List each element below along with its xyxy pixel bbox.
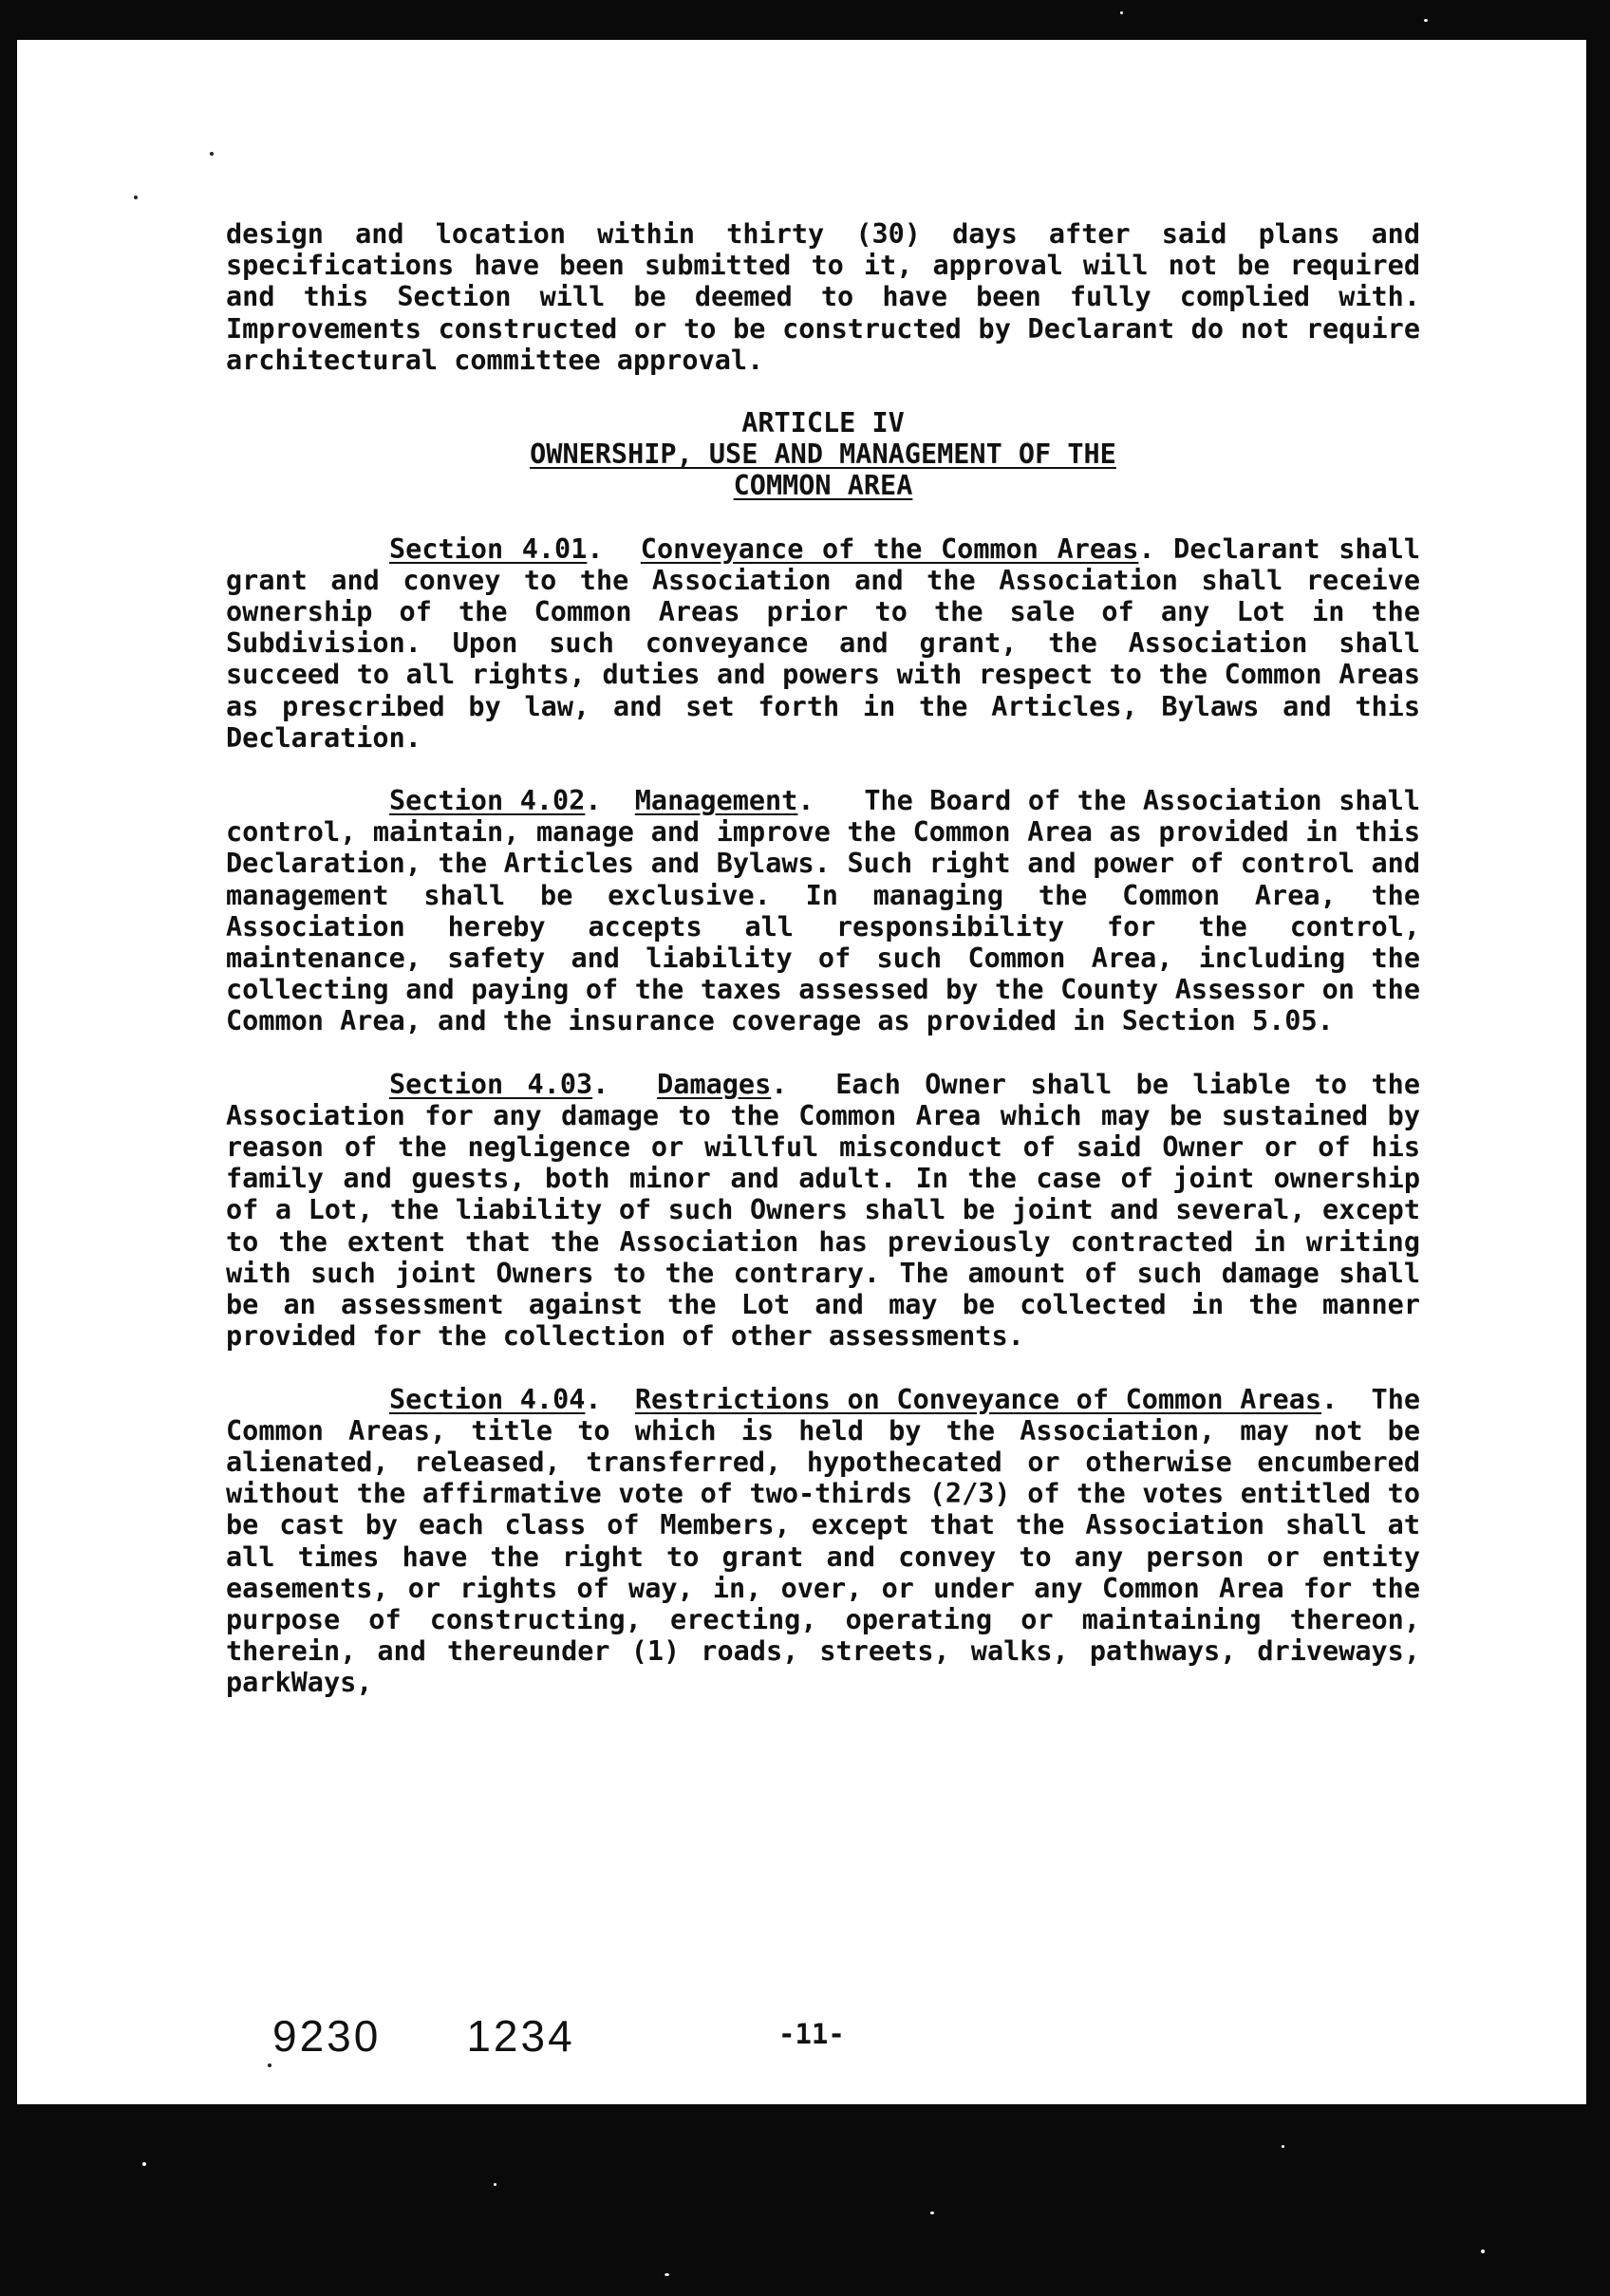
section-body: Declarant shall grant and convey to the Association and the Association shall receive ownership of the Common Areas prior to the sale of any Lot in the Subdivision. Upon such conveyance and grant, the Association shall succeed to all rights, duties and powers with respect to the Common Areas as prescribed by law, and set forth in the Articles, Bylaws and this Declaration. — [226, 532, 1420, 754]
section-title: Restrictions on Conveyance of Common Areas — [634, 1383, 1322, 1415]
section-title: Damages — [657, 1068, 772, 1100]
article-number: ARTICLE IV — [741, 407, 905, 439]
section-body: The Common Areas, title to which is held by the Association, may not be alienated, released, transferred, hypothecated or otherwise encumbered without the affirmative vote of two-thirds (2/3) of the votes entitled to be cast by each class of Members, except that the Association shall at all times have the right to grant and convey to any person or entity easements, or rights of way, in, over, or under any Common Area for the purpose of constructing, erecting, operating or maintaining thereon, therein, and thereunder (1) roads, streets, walks, pathways, driveways, parkWays, — [226, 1383, 1421, 1699]
intro-paragraph: design and location within thirty (30) days after said plans and specifications have been submitted to it, approval will not be required and this Section will be deemed to have been fully complied with. Improvements constructed or to be constructed by Declarant do not require architectural committee approval. — [226, 218, 1420, 376]
section-4-02: Section 4.02. Management. The Board of the Association shall control, maintain, manage and improve the Common Area as provided in this Declaration, the Articles and Bylaws. Such right and power of control and management shall be exclusive. In managing the Common Area, the Association hereby accepts all responsibility for the control, maintenance, safety and liability of such Common Area, including the collecting and paying of the taxes assessed by the County Assessor on the Common Area, and the insurance coverage as provided in Section 5.05. — [226, 785, 1420, 1037]
scan-speck — [268, 2063, 271, 2067]
document-number-b: 1234 — [466, 2011, 575, 2061]
section-number: Section 4.03 — [389, 1068, 593, 1100]
section-4-01: Section 4.01. Conveyance of the Common Areas. Declarant shall grant and convey to the Association and the Association shall receive ownership of the Common Areas prior to the sale of any Lot in the Subdivision. Upon such conveyance and grant, the Association shall succeed to all rights, duties and powers with respect to the Common Areas as prescribed by law, and set forth in the Articles, Bylaws and this Declaration. — [226, 532, 1420, 754]
article-title-line1: OWNERSHIP, USE AND MANAGEMENT OF THE — [530, 439, 1116, 471]
section-body: Each Owner shall be liable to the Association for any damage to the Common Area which may be sustained by reason of the negligence or willful misconduct of said Owner or of his family and guests, both minor and adult. In the case of joint ownership of a Lot, the liability of such Owners shall be joint and several, except to the extent that the Association has previously contracted in writing with such joint Owners to the contrary. The amount of such damage shall be an assessment against the Lot and may be collected in the manner provided for the collection of other assessments. — [226, 1068, 1420, 1353]
document-number — [272, 2010, 575, 2062]
scan-speck — [665, 2273, 669, 2276]
document-number-a: 9230 — [272, 2011, 382, 2061]
section-4-03: Section 4.03. Damages. Each Owner shall be liable to the Association for any damage to the Common Area which may be sustained by reason of the negligence or willful misconduct of said Owner or of his family and guests, both minor and adult. In the case of joint ownership of a Lot, the liability of such Owners shall be joint and several, except to the extent that the Association has previously contracted in writing with such joint Owners to the contrary. The amount of such damage shall be an assessment against the Lot and may be collected in the manner provided for the collection of other assessments. — [226, 1068, 1420, 1353]
section-body: The Board of the Association shall control, maintain, manage and improve the Common Area as provided in this Declaration, the Articles and Bylaws. Such right and power of control and management shall be exclusive. In managing the Common Area, the Association hereby accepts all responsibility for the control, maintenance, safety and liability of such Common Area, including the collecting and paying of the taxes assessed by the County Assessor on the Common Area, and the insurance coverage as provided in Section 5.05. — [226, 785, 1420, 1037]
section-title: Conveyance of the Common Areas — [640, 532, 1139, 565]
document-body — [226, 218, 1420, 1699]
scan-speck — [1120, 11, 1123, 14]
scan-speck — [134, 196, 138, 199]
scan-speck — [930, 2212, 934, 2214]
scan-speck — [494, 2183, 496, 2186]
article-title-line2: COMMON AREA — [733, 470, 913, 502]
scan-speck — [210, 152, 214, 156]
section-4-04: Section 4.04. Restrictions on Conveyance of Common Areas. The Common Areas, title to which is held by the Association, may not be alienated, released, transferred, hypothecated or otherwise encumbered without the affirmative vote of two-thirds (2/3) of the votes entitled to be cast by each class of Members, except that the Association shall at all times have the right to grant and convey to any person or entity easements, or rights of way, in, over, or under any Common Area for the purpose of constructing, erecting, operating or maintaining thereon, therein, and thereunder (1) roads, streets, walks, pathways, driveways, parkWays, — [226, 1383, 1421, 1699]
section-title: Management — [634, 785, 798, 817]
scan-speck — [142, 2162, 146, 2166]
scan-speck — [1282, 2145, 1284, 2148]
section-number: Section 4.02 — [389, 785, 586, 817]
scan-speck — [1481, 2249, 1485, 2253]
page-number: -11- — [778, 2018, 845, 2050]
section-number: Section 4.01 — [389, 532, 588, 565]
scan-speck — [1424, 19, 1428, 22]
section-number: Section 4.04 — [389, 1383, 586, 1415]
article-heading — [226, 407, 1420, 502]
